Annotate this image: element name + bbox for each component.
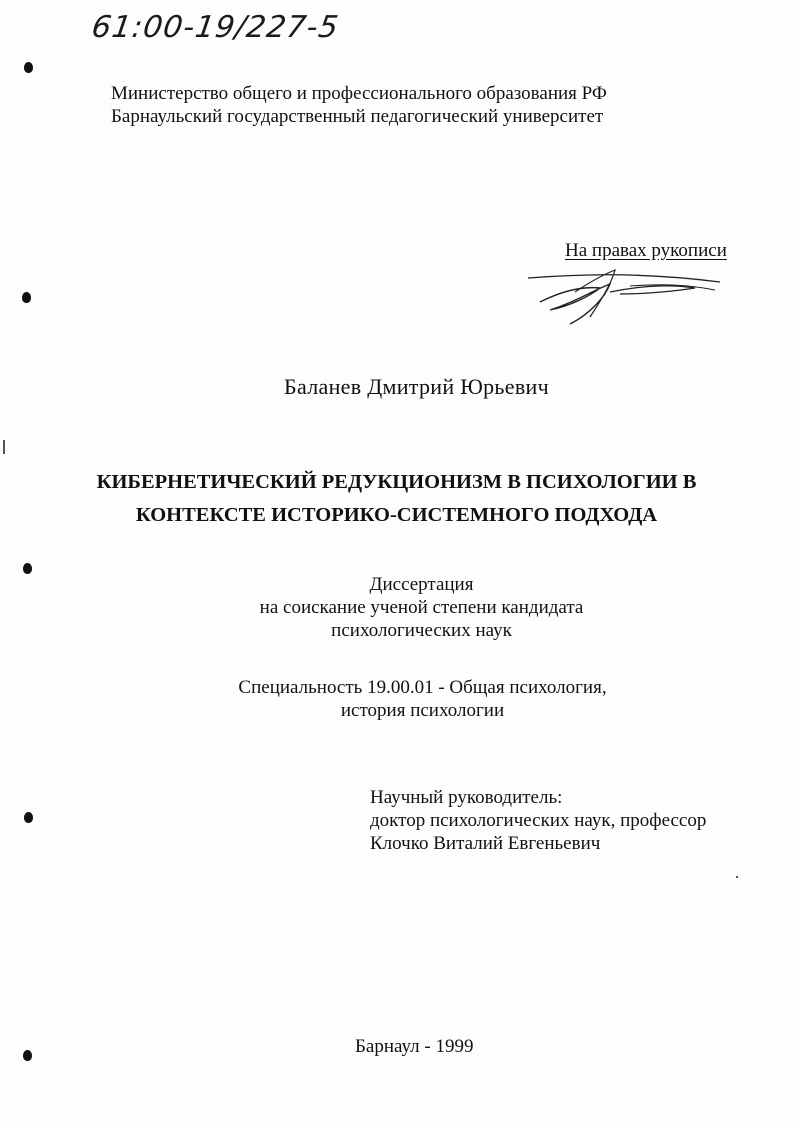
punch-hole-mark (23, 1050, 32, 1061)
scan-speck (3, 440, 5, 454)
manuscript-note: На правах рукописи (565, 240, 727, 261)
specialty-line: история психологии (340, 700, 505, 721)
advisor-name: Клочко Виталий Евгеньевич (370, 833, 601, 854)
dissertation-title (0, 466, 793, 532)
punch-hole-mark (24, 62, 33, 73)
specialty-line: Специальность 19.00.01 - Общая психология, (238, 677, 607, 698)
university-line: Барнаульский государственный педагогический университет (111, 106, 604, 127)
specialty (0, 676, 793, 722)
title-line: КИБЕРНЕТИЧЕСКИЙ РЕДУКЦИОНИЗМ В ПСИХОЛОГИИ В (96, 471, 697, 493)
punch-hole-mark (24, 812, 33, 823)
signature-icon (520, 262, 730, 332)
archive-code: 61:00-19/227-5 (89, 10, 342, 45)
author-name: Баланев Дмитрий Юрьевич (284, 374, 549, 399)
dissertation-line: психологических наук (331, 620, 512, 641)
advisor-degree: доктор психологических наук, профессор (370, 810, 707, 831)
city-year: Барнаул - 1999 (355, 1036, 474, 1057)
ministry-header (111, 82, 607, 128)
scientific-advisor (370, 786, 706, 855)
dissertation-line: Диссертация (369, 574, 474, 595)
scan-speck (736, 876, 738, 878)
punch-hole-mark (22, 292, 31, 303)
ministry-line: Министерство общего и профессионального образования РФ (111, 83, 607, 104)
dissertation-type (0, 573, 793, 642)
title-line: КОНТЕКСТЕ ИСТОРИКО-СИСТЕМНОГО ПОДХОДА (135, 504, 658, 526)
advisor-label: Научный руководитель: (370, 787, 563, 808)
dissertation-line: на соискание ученой степени кандидата (259, 597, 584, 618)
